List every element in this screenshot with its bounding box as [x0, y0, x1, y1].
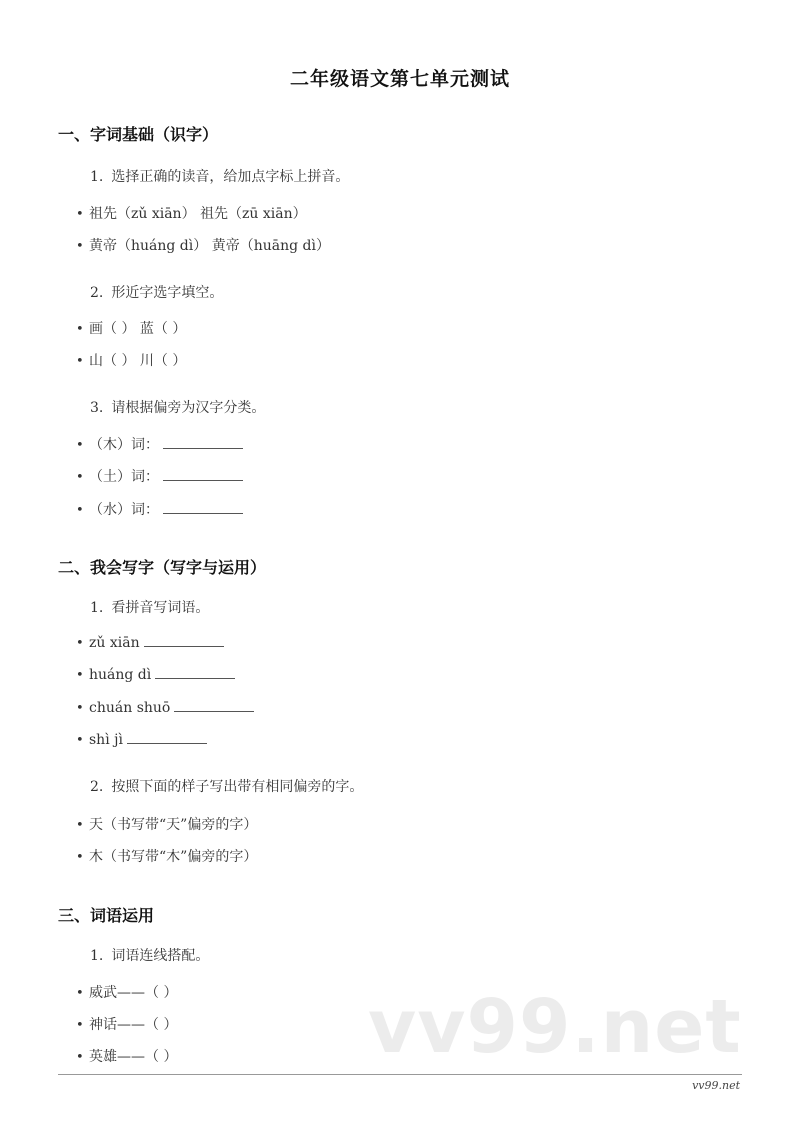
list-item	[76, 1046, 177, 1066]
item-text: （土）词：	[89, 469, 159, 485]
bullet-icon: •	[76, 322, 84, 337]
question-number: 1.	[90, 600, 104, 616]
list-item	[76, 814, 257, 834]
question-text: 词语连线搭配。	[111, 948, 210, 964]
bullet-icon: •	[76, 503, 84, 518]
list-item	[76, 1014, 177, 1034]
answer-blank[interactable]	[163, 468, 243, 481]
question-text: 形近字选字填空。	[111, 285, 224, 301]
list-item	[76, 499, 243, 519]
bullet-icon: •	[76, 1018, 84, 1033]
question-number: 1.	[90, 169, 104, 185]
item-text: 威武——（ ）	[89, 985, 178, 1001]
page-title: 二年级语文第七单元测试	[289, 68, 510, 90]
question-text: 选择正确的读音，给加点字标上拼音。	[111, 169, 350, 185]
list-item	[76, 846, 257, 866]
list-item	[76, 350, 186, 370]
item-text: chuán shuō	[89, 700, 171, 716]
bullet-icon: •	[76, 668, 84, 683]
item-text: 黄帝（huáng dì） 黄帝（huāng dì）	[89, 238, 330, 254]
item-text: 祖先（zǔ xiān） 祖先（zū xiān）	[89, 206, 307, 222]
item-text: 英雄——（ ）	[89, 1049, 178, 1065]
question-text: 按照下面的样子写出带有相同偏旁的字。	[111, 779, 364, 795]
list-item	[76, 203, 307, 223]
list-item	[76, 235, 330, 255]
footer-url: vv99.net	[692, 1079, 740, 1092]
answer-blank[interactable]	[163, 436, 243, 449]
question	[90, 282, 223, 302]
bullet-icon: •	[76, 239, 84, 254]
answer-blank[interactable]	[144, 634, 224, 647]
list-item	[76, 434, 243, 454]
question	[90, 776, 363, 796]
question	[90, 597, 209, 617]
watermark: vv99.net	[368, 984, 742, 1070]
bullet-icon: •	[76, 470, 84, 485]
question-number: 3.	[90, 400, 104, 416]
item-text: 神话——（ ）	[89, 1017, 178, 1033]
bullet-icon: •	[76, 1050, 84, 1065]
section-heading: 三、词语运用	[58, 906, 155, 925]
question-number: 2.	[90, 285, 104, 301]
item-text: 画（ ） 蓝（ ）	[89, 321, 187, 337]
bullet-icon: •	[76, 818, 84, 833]
item-text: 天（书写带“天”偏旁的字）	[89, 817, 258, 833]
section-heading: 一、字词基础（识字）	[58, 125, 219, 144]
question-number: 2.	[90, 779, 104, 795]
answer-blank[interactable]	[127, 731, 207, 744]
bullet-icon: •	[76, 701, 84, 716]
footer-divider	[58, 1074, 742, 1075]
bullet-icon: •	[76, 986, 84, 1001]
section-heading: 二、我会写字（写字与运用）	[58, 558, 267, 577]
item-text: （木）词：	[89, 437, 159, 453]
bullet-icon: •	[76, 207, 84, 222]
item-text: 木（书写带“木”偏旁的字）	[89, 849, 258, 865]
item-text: 山（ ） 川（ ）	[89, 353, 187, 369]
question	[90, 397, 265, 417]
list-item	[76, 699, 254, 716]
list-item	[76, 666, 235, 683]
question	[90, 166, 349, 186]
question-text: 看拼音写词语。	[111, 600, 210, 616]
answer-blank[interactable]	[174, 699, 254, 712]
bullet-icon: •	[76, 733, 84, 748]
answer-blank[interactable]	[155, 666, 235, 679]
bullet-icon: •	[76, 850, 84, 865]
list-item	[76, 731, 207, 748]
list-item	[76, 634, 224, 651]
bullet-icon: •	[76, 636, 84, 651]
question-number: 1.	[90, 948, 104, 964]
question	[90, 945, 209, 965]
bullet-icon: •	[76, 354, 84, 369]
question-text: 请根据偏旁为汉字分类。	[111, 400, 266, 416]
list-item	[76, 982, 177, 1002]
item-text: shì jì	[89, 732, 123, 748]
item-text: （水）词：	[89, 502, 159, 518]
list-item	[76, 466, 243, 486]
list-item	[76, 318, 186, 338]
item-text: huáng dì	[89, 667, 152, 683]
answer-blank[interactable]	[163, 501, 243, 514]
item-text: zǔ xiān	[89, 635, 140, 651]
bullet-icon: •	[76, 438, 84, 453]
